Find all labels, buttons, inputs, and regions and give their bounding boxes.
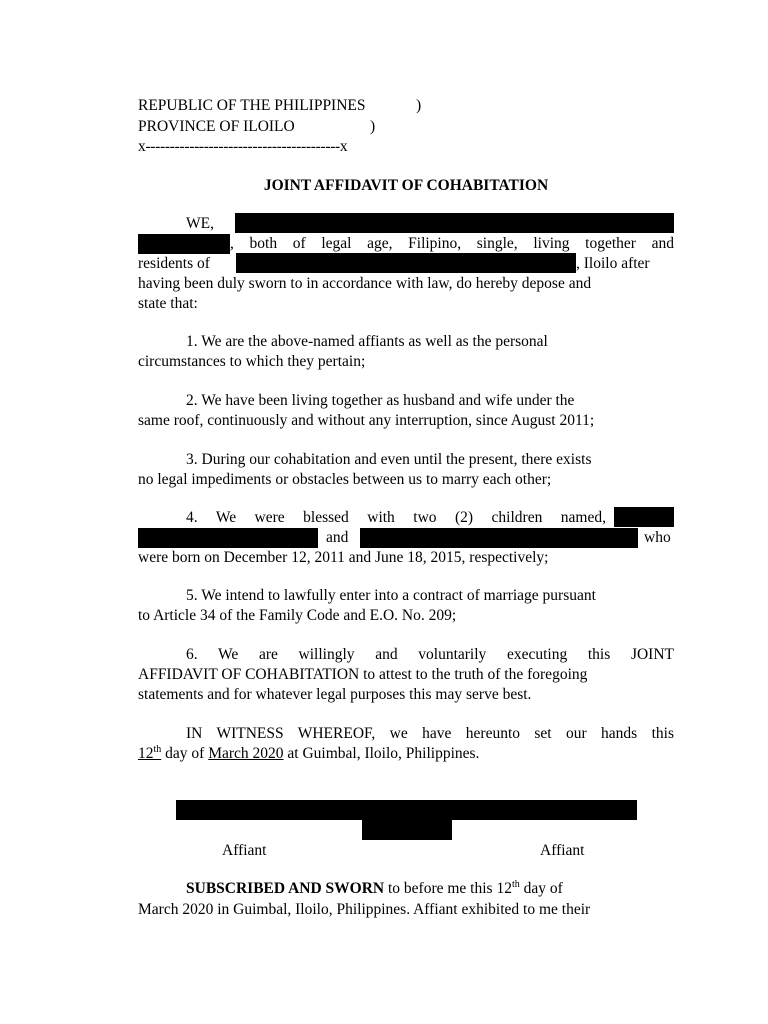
- affiant-label-right: Affiant: [540, 842, 585, 859]
- paragraph-5: 5. We intend to lawfully enter into a contract of marriage pursuant: [186, 587, 596, 604]
- witness-month: March 2020: [208, 745, 284, 762]
- redacted-names: [138, 234, 230, 254]
- paragraph-5: to Article 34 of the Family Code and E.O. No. 209;: [138, 607, 457, 624]
- paragraph-2: same roof, continuously and without any interruption, since August 2011;: [138, 412, 595, 429]
- redacted-child-name: [360, 528, 638, 548]
- witness-day: 12th: [138, 743, 162, 762]
- redacted-signatures: [176, 800, 637, 820]
- paragraph-6: statements and for whatever legal purposes this may serve best.: [138, 686, 532, 703]
- paragraph-1: 1. We are the above-named affiants as well as the personal: [186, 333, 548, 350]
- intro-line: , Iloilo after: [576, 255, 650, 272]
- redacted-child-name: [138, 528, 318, 548]
- affiant-label-left: Affiant: [222, 842, 267, 859]
- witness-clause: IN WITNESS WHEREOF, we have hereunto set our hands this: [186, 725, 674, 742]
- jurat: March 2020 in Guimbal, Iloilo, Philippines. Affiant exhibited to me their: [138, 901, 591, 918]
- redacted-address: [236, 253, 576, 273]
- redacted-child-name: [614, 507, 674, 527]
- paragraph-2: 2. We have been living together as husband and wife under the: [186, 392, 575, 409]
- paragraph-6: 6. We are willingly and voluntarily executing this JOINT: [186, 646, 674, 663]
- paragraph-3: no legal impediments or obstacles between us to marry each other;: [138, 471, 552, 488]
- paragraph-3: 3. During our cohabitation and even until the present, there exists: [186, 451, 592, 468]
- redacted-signatures: [362, 820, 452, 840]
- witness-clause: 12th day of March 2020 at Guimbal, Iloilo, Philippines.: [138, 743, 480, 762]
- intro-line: , both of legal age, Filipino, single, living together and: [230, 235, 674, 252]
- intro-line: having been duly sworn to in accordance with law, do hereby depose and: [138, 275, 592, 292]
- intro-line: residents of: [138, 255, 210, 272]
- intro-line: state that:: [138, 295, 198, 312]
- intro-we: WE,: [186, 215, 214, 232]
- caption-republic: REPUBLIC OF THE PHILIPPINES: [138, 97, 366, 114]
- paragraph-4: and: [326, 529, 349, 546]
- document-title: JOINT AFFIDAVIT OF COHABITATION: [263, 177, 549, 194]
- paragraph-4: who: [644, 529, 671, 546]
- paragraph-1: circumstances to which they pertain;: [138, 353, 366, 370]
- caption-paren: ): [370, 118, 376, 135]
- caption-paren: ): [416, 97, 422, 114]
- paragraph-6: AFFIDAVIT OF COHABITATION to attest to the truth of the foregoing: [138, 666, 588, 683]
- paragraph-4: were born on December 12, 2011 and June 18, 2015, respectively;: [138, 549, 549, 566]
- redacted-names: [235, 213, 674, 233]
- paragraph-4: 4. We were blessed with two (2) children named,: [186, 509, 606, 526]
- caption-separator: x----------------------------------------x: [138, 138, 348, 155]
- jurat: SUBSCRIBED AND SWORN to before me this 12th day of: [186, 878, 563, 897]
- caption-province: PROVINCE OF ILOILO: [138, 118, 295, 135]
